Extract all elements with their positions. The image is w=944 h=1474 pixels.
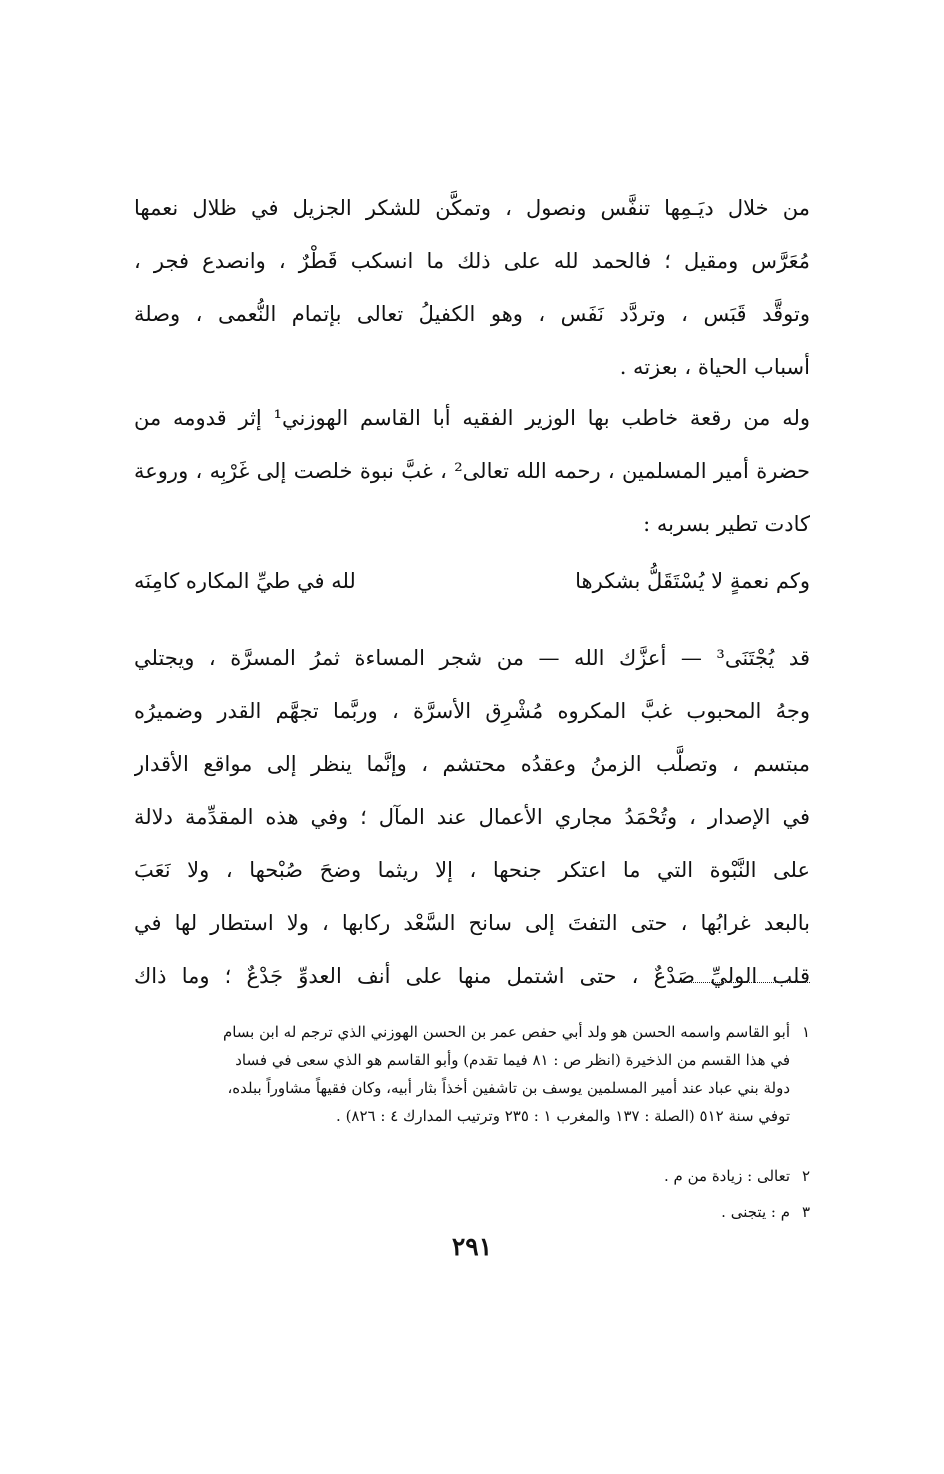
text-line: حضرة أمير المسلمين ، رحمه الله تعالى² ، غبَّ نبوة خلصت إلى غَرْبِه ، وروعة bbox=[134, 459, 810, 483]
text-line: وتوقَّد قَبَس ، وتردَّد نَفَس ، وهو الكفيلُ تعالى بإتمام النُّعمى ، وصلة bbox=[134, 302, 810, 326]
text-line: بالبعد غرابُها ، حتى التفتَ إلى سانح السَّعْد ركابها ، ولا استطار لها في bbox=[134, 911, 810, 935]
text-line: أسباب الحياة ، بعزته . bbox=[619, 355, 810, 379]
text-line: قلب الوليِّ صَدْعٌ ، حتى اشتمل منها على أنف العدوِّ جَدْعٌ ؛ وما ذاك bbox=[134, 964, 810, 988]
text-line: على النَّبْوة التي ما اعتكر جنحها ، إلا ريثما وضحَ صُبْحها ، ولا نَعَبَ bbox=[134, 858, 810, 882]
paragraph-2 bbox=[134, 392, 810, 551]
text-line: وله من رقعة خاطب بها الوزير الفقيه أبا القاسم الهوزني¹ إثر قدومه من bbox=[134, 406, 810, 430]
verse-left-hemistich: لله في طيِّ المكاره كامِنَه bbox=[134, 569, 356, 593]
text-line: مُعَرَّس ومقيل ؛ فالحمد لله على ذلك ما انسكب قَطْرٌ ، وانصدع فجر ، bbox=[134, 249, 810, 273]
footnote-number: ٣ bbox=[801, 1203, 810, 1221]
footnote-3 bbox=[134, 1198, 810, 1226]
footnote-text: في هذا القسم من الذخيرة (انظر ص : ٨١ فيما تقدم) وأبو القاسم هو الذي سعى في فساد bbox=[235, 1051, 790, 1069]
paragraph-1 bbox=[134, 182, 810, 394]
footnote-text: توفي سنة ٥١٢ (الصلة : ١٣٧ والمغرب ١ : ٢٣٥ وترتيب المدارك ٤ : ٨٢٦) . bbox=[336, 1107, 790, 1125]
text-line: في الإصدار ، وتُحْمَدُ مجاري الأعمال عند المآل ؛ وفي هذه المقدِّمة دلالة bbox=[134, 805, 810, 829]
footnote-1 bbox=[134, 1018, 810, 1130]
footnote-text: م : يتجنى . bbox=[721, 1203, 790, 1221]
footnote-text: دولة بني عباد عند أمير المسلمين يوسف بن تاشفين أخذاً بثار أبيه، وكان فقيهاً مشاوراً ببلده، bbox=[227, 1079, 790, 1097]
footnote-number: ١ bbox=[801, 1023, 810, 1041]
text-line: من خلال ديَـمِها تنفَّس ونصول ، وتمكَّن للشكر الجزيل في ظلال نعمها bbox=[134, 196, 810, 220]
text-line: قد يُجْتَنَى³ — أعزَّك الله — من شجر المساءة ثمرُ المسرَّة ، ويجتلي bbox=[134, 646, 810, 670]
text-line: مبتسم ، وتصلَّب الزمنُ وعقدُه محتشم ، وإنَّما ينظر إلى مواقع الأقدار bbox=[134, 752, 810, 776]
page-number: ٢٩١ bbox=[451, 1232, 493, 1261]
text-line: كادت تطير بسربه : bbox=[643, 512, 810, 536]
footnote-number: ٢ bbox=[801, 1167, 810, 1185]
footnote-text: تعالى : زيادة من م . bbox=[664, 1167, 790, 1185]
poetry-verse bbox=[134, 555, 810, 608]
footnote-text: أبو القاسم واسمه الحسن هو ولد أبي حفص عمر بن الحسن الهوزني الذي ترجم له ابن بسام bbox=[222, 1023, 790, 1041]
paragraph-3 bbox=[134, 632, 810, 1003]
verse-right-hemistich: وكم نعمةٍ لا يُسْتَقَلُّ بشكرها bbox=[575, 569, 810, 593]
text-line: وجهُ المحبوب غبَّ المكروه مُشْرِق الأسرَّة ، وربَّما تجهَّم القدر وضميرُه bbox=[134, 699, 810, 723]
footnote-2 bbox=[134, 1162, 810, 1190]
footnote-separator bbox=[676, 982, 810, 983]
